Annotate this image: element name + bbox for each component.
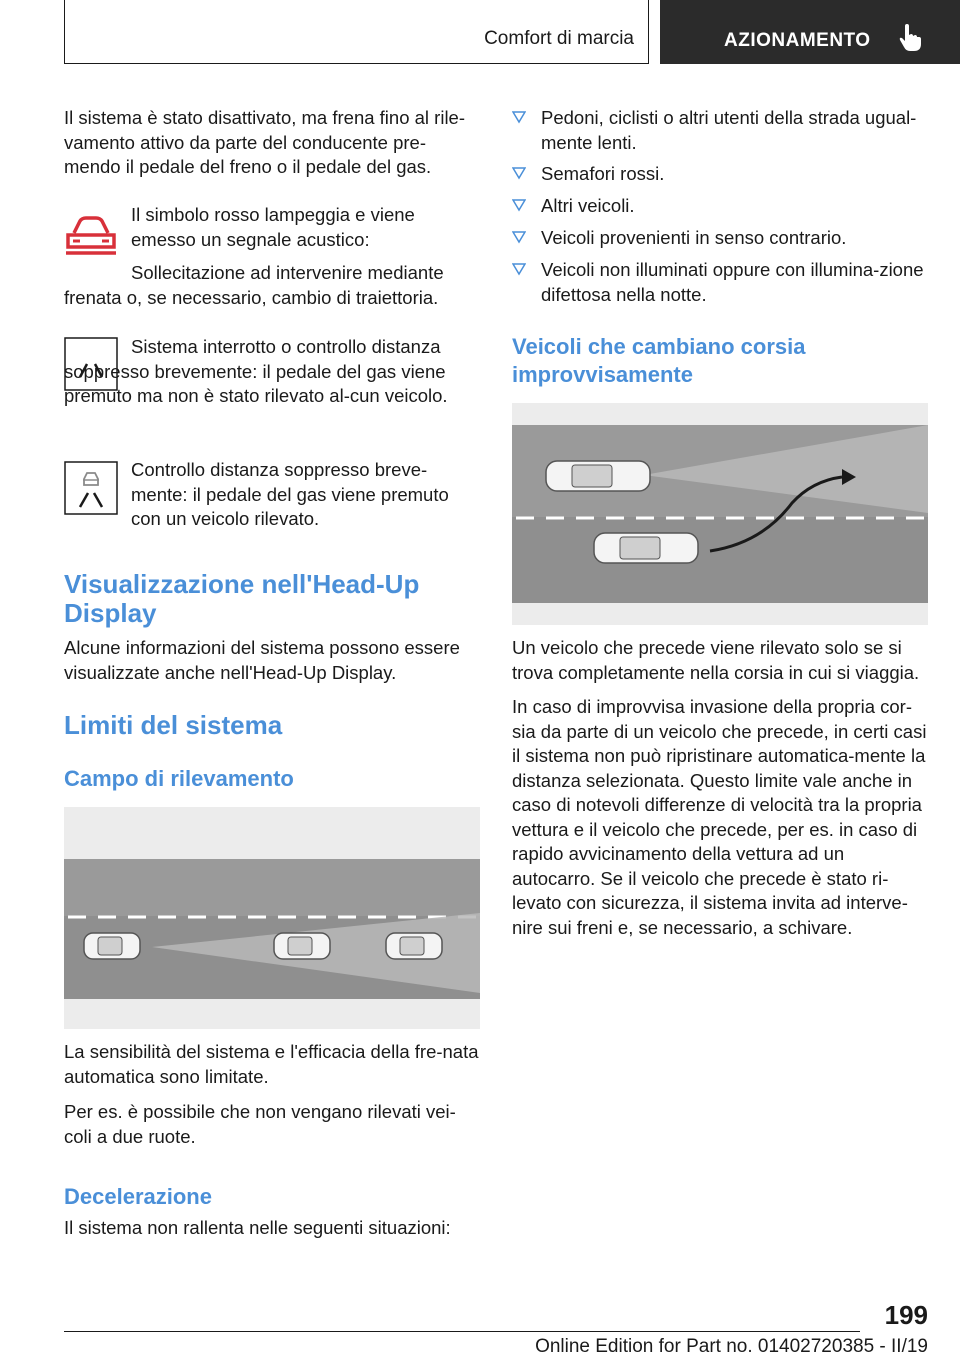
list-item: Veicoli non illuminati oppure con illumina-zione difettosa nella notte. — [512, 258, 932, 307]
list-item: Pedoni, ciclisti o altri utenti della strada ugual-mente lenti. — [512, 106, 932, 155]
list-item: Veicoli provenienti in senso contrario. — [512, 226, 932, 251]
deceleration-paragraph: Il sistema non rallenta nelle seguenti situazioni: — [64, 1217, 451, 1238]
range-paragraph-1: La sensibilità del sistema e l'efficacia della fre-nata automatica sono limitate. — [64, 1041, 479, 1087]
detection-range-figure — [64, 807, 480, 1029]
triangle-bullet-icon — [512, 262, 526, 276]
triangle-bullet-icon — [512, 166, 526, 180]
triangle-bullet-icon — [512, 230, 526, 244]
own-car-icon — [84, 933, 140, 959]
heading-detection-range: Campo di rilevamento — [64, 766, 294, 791]
section-title: Comfort di marcia — [484, 28, 634, 49]
far-car-icon — [386, 933, 442, 959]
intro-paragraph: Il sistema è stato disattivato, ma frena fino al rile-vamento attivo da parte del conducente pre-mendo il pedale del freno o il pedale del gas. — [64, 107, 466, 177]
range-paragraph-2: Per es. è possibile che non vengano rilevati vei-coli a due ruote. — [64, 1101, 456, 1147]
page-number: 199 — [884, 1300, 928, 1330]
lane-paragraph-1: Un veicolo che precede viene rilevato solo se si trova completamente nella corsia in cui si viaggia. — [512, 637, 920, 683]
edition-text: Online Edition for Part no. 01402720385 - II/19 — [535, 1336, 928, 1357]
red-car-warning-icon — [64, 213, 118, 255]
hud-paragraph: Alcune informazioni del sistema possono essere visualizzate anche nell'Head-Up Display. — [64, 637, 460, 683]
section-tab — [64, 0, 649, 64]
pointing-hand-icon — [898, 24, 922, 52]
interrupted-explanation: Sistema interrotto o controllo distanza soppresso brevemente: il pedale del gas viene premuto ma non è stato rilevato al-cun veicolo. — [64, 336, 448, 406]
own-car-icon — [546, 461, 650, 491]
list-item: Altri veicoli. — [512, 194, 932, 219]
lane-change-illustration — [512, 403, 928, 625]
warning-action: Sollecitazione ad intervenire mediante frenata o, se necessario, cambio di traiettoria. — [64, 262, 444, 308]
footer-divider — [64, 1331, 860, 1332]
suppressed-explanation: Controllo distanza soppresso breve-mente: il pedale del gas viene premuto con un veicolo rilevato. — [131, 459, 449, 529]
triangle-bullet-icon — [512, 110, 526, 124]
heading-head-up-display: Visualizzazione nell'Head-Up Display — [64, 569, 420, 628]
chapter-title: AZIONAMENTO — [724, 30, 871, 51]
merging-car-icon — [594, 533, 698, 563]
heading-system-limits: Limiti del sistema — [64, 710, 283, 740]
car-lane-lines-icon — [64, 461, 118, 515]
detected-car-icon — [274, 933, 330, 959]
chapter-tab — [660, 0, 960, 64]
lane-change-figure — [512, 403, 928, 625]
heading-lane-change: Veicoli che cambiano corsia improvvisamente — [512, 334, 806, 387]
heading-deceleration: Decelerazione — [64, 1184, 212, 1209]
lane-paragraph-2: In caso di improvvisa invasione della propria cor-sia da parte di un veicolo che precede, in certi casi il sistema non può ripristinare automatica-mente la distanza selezionata. Questo limite vale anche in caso di notevoli differenze di velocità tra la propria vettura e il veicolo che precede, per es. in caso di rapido avvicinamento della vettura ad un autocarro. Se il veicolo che precede è stato ri-levato con sicurezza, il sistema invita ad interve-nire sui freni e, se necessario, a schivare. — [512, 696, 927, 938]
list-item: Semafori rossi. — [512, 162, 932, 187]
warning-explanation: Il simbolo rosso lampeggia e viene emesso un segnale acustico: — [131, 204, 415, 250]
detection-range-illustration — [64, 807, 480, 1029]
triangle-bullet-icon — [512, 198, 526, 212]
